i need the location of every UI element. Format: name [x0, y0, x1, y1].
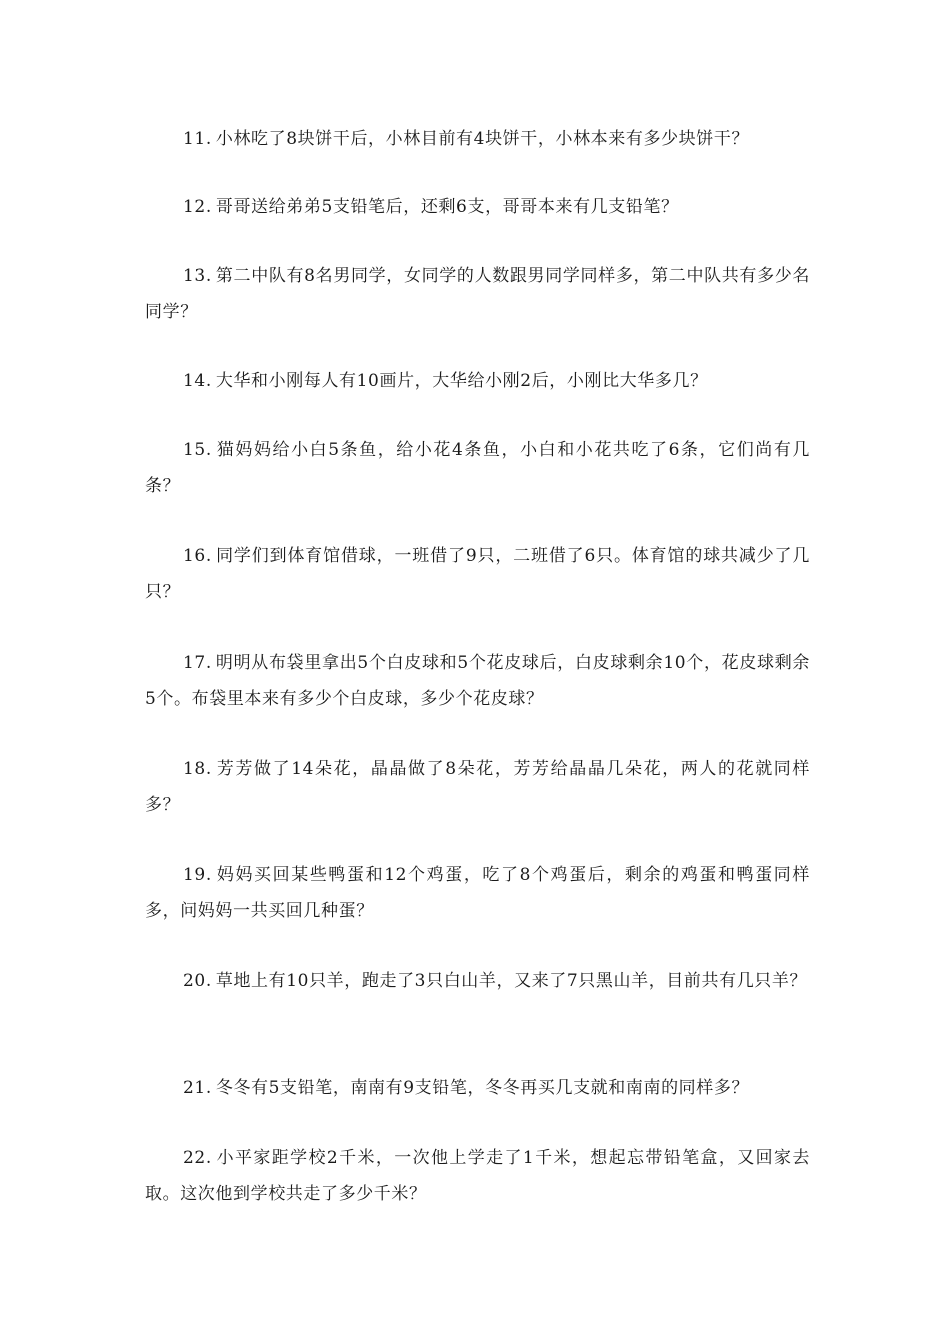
- problem-number: 14.: [183, 371, 212, 391]
- problem-19: [145, 857, 810, 929]
- problem-number: 19.: [183, 865, 212, 885]
- problem-text: 妈妈买回某些鸭蛋和12个鸡蛋，吃了8个鸡蛋后，剩余的鸡蛋和鸭蛋同样多，问妈妈一共买回几种蛋？: [145, 865, 810, 921]
- problem-13: [145, 258, 810, 330]
- problem-number: 13.: [183, 266, 212, 286]
- problem-number: 17.: [183, 653, 212, 673]
- problem-number: 18.: [183, 759, 212, 779]
- problem-text: 同学们到体育馆借球，一班借了9只，二班借了6只。体育馆的球共减少了几只？: [145, 546, 810, 602]
- problem-text: 冬冬有5支铅笔，南南有9支铅笔，冬冬再买几支就和南南的同样多？: [215, 1078, 750, 1098]
- problem-text: 第二中队有8名男同学，女同学的人数跟男同学同样多，第二中队共有多少名同学？: [145, 266, 810, 322]
- problem-text: 草地上有10只羊，跑走了3只白山羊，又来了7只黑山羊，目前共有几只羊？: [215, 971, 808, 991]
- problem-text: 大华和小刚每人有10画片，大华给小刚2后，小刚比大华多几？: [215, 371, 708, 391]
- problem-14: [145, 363, 810, 399]
- problem-12: [145, 189, 810, 225]
- problem-21: [145, 1070, 810, 1106]
- problem-number: 20.: [183, 971, 212, 991]
- problem-text: 小林吃了8块饼干后，小林目前有4块饼干，小林本来有多少块饼干？: [215, 129, 750, 149]
- problem-22: [145, 1140, 810, 1212]
- problem-text: 哥哥送给弟弟5支铅笔后，还剩6支，哥哥本来有几支铅笔？: [215, 197, 679, 217]
- problem-20: [145, 963, 810, 999]
- problem-text: 明明从布袋里拿出5个白皮球和5个花皮球后，白皮球剩余10个，花皮球剩余5个。布袋里本来有多少个白皮球，多少个花皮球？: [145, 653, 810, 709]
- problem-15: [145, 432, 810, 504]
- problem-number: 12.: [183, 197, 212, 217]
- problem-number: 21.: [183, 1078, 212, 1098]
- problem-18: [145, 751, 810, 823]
- problem-11: [145, 121, 810, 157]
- problem-number: 15.: [183, 440, 212, 460]
- problem-text: 猫妈妈给小白5条鱼，给小花4条鱼，小白和小花共吃了6条，它们尚有几条？: [145, 440, 810, 496]
- problem-text: 小平家距学校2千米，一次他上学走了1千米，想起忘带铅笔盒，又回家去取。这次他到学校共走了多少千米？: [145, 1148, 810, 1204]
- problem-17: [145, 645, 810, 717]
- problem-number: 22.: [183, 1148, 212, 1168]
- problem-text: 芳芳做了14朵花，晶晶做了8朵花，芳芳给晶晶几朵花，两人的花就同样多？: [145, 759, 810, 815]
- problem-number: 11.: [183, 129, 212, 149]
- problem-number: 16.: [183, 546, 212, 566]
- problem-16: [145, 538, 810, 610]
